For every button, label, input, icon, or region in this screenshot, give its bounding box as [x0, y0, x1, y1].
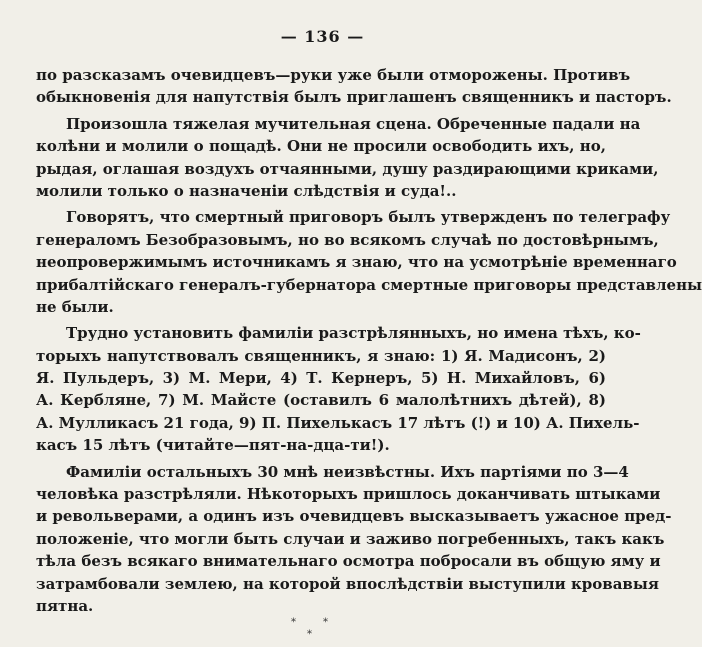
text-line: рыдая, оглашая воздухъ отчаянными, душу раздирающими криками,: [36, 159, 659, 178]
text-line: и револьверами, а одинъ изъ очевидцевъ высказываетъ ужасное пред-: [36, 507, 672, 526]
text-line: неопровержимымъ источникамъ я знаю, что на усмотрѣніе временнаго: [36, 253, 677, 272]
separator-star: *: [307, 629, 312, 640]
text-line: Трудно установить фамиліи разстрѣлянныхъ, но имена тѣхъ, ко-: [66, 324, 641, 343]
text-line: пятна.: [36, 596, 94, 615]
text-line: по разсказамъ очевидцевъ—руки уже были отморожены. Противъ: [36, 66, 631, 84]
body-text: [36, 64, 702, 617]
text-line: молили только о назначеніи слѣдствія и суда!..: [36, 181, 457, 200]
text-line: торыхъ напутствовалъ священникъ, я знаю: 1) Я. Мадисонъ, 2): [36, 346, 606, 365]
section-separator: [0, 617, 645, 647]
text-line: генераломъ Безобразовымъ, но во всякомъ случаѣ по достовѣрнымъ,: [36, 230, 659, 249]
text-line: колѣни и молили о пощадѣ. Они не просили освободить ихъ, но,: [36, 137, 606, 156]
text-line: затрамбовали землею, на которой впослѣдствіи выступили кровавыя: [36, 574, 659, 593]
text-line: положеніе, что могли быть случаи и заживо погребенныхъ, такъ какъ: [36, 529, 665, 548]
text-line: Фамиліи остальныхъ 30 мнѣ неизвѣстны. Ихъ партіями по 3—4: [66, 462, 629, 481]
text-line: не были.: [36, 297, 114, 316]
page-number: — 136 —: [280, 27, 365, 46]
text-line: Произошла тяжелая мучительная сцена. Обреченные падали на: [66, 114, 641, 133]
text-line: Я. Пульдеръ, 3) М. Мери, 4) Т. Кернеръ, 5) Н. Михайловъ, 6): [36, 369, 606, 388]
text-line: А. Кербляне, 7) М. Майсте (оставилъ 6 малолѣтнихъ дѣтей), 8): [36, 391, 606, 410]
text-line: обыкновенія для напутствія былъ приглашенъ священникъ и пасторъ.: [36, 88, 672, 107]
separator-star: *: [323, 617, 328, 628]
text-line: прибалтійскаго генералъ-губернатора смертные приговоры представлены: [36, 275, 702, 294]
separator-star: *: [291, 617, 296, 628]
text-line: человѣка разстрѣляли. Нѣкоторыхъ пришлось доканчивать штыками: [36, 485, 661, 504]
text-line: Говорятъ, что смертный приговоръ былъ утвержденъ по телеграфу: [66, 208, 671, 227]
text-line: касъ 15 лѣтъ (читайте—пят-на-дца-ти!).: [36, 436, 390, 455]
text-line: А. Мулликасъ 21 года, 9) П. Пихелькасъ 17 лѣтъ (!) и 10) А. Пихель-: [36, 413, 640, 432]
text-line: тѣла безъ всякаго внимательнаго осмотра побросали въ общую яму и: [36, 552, 661, 571]
